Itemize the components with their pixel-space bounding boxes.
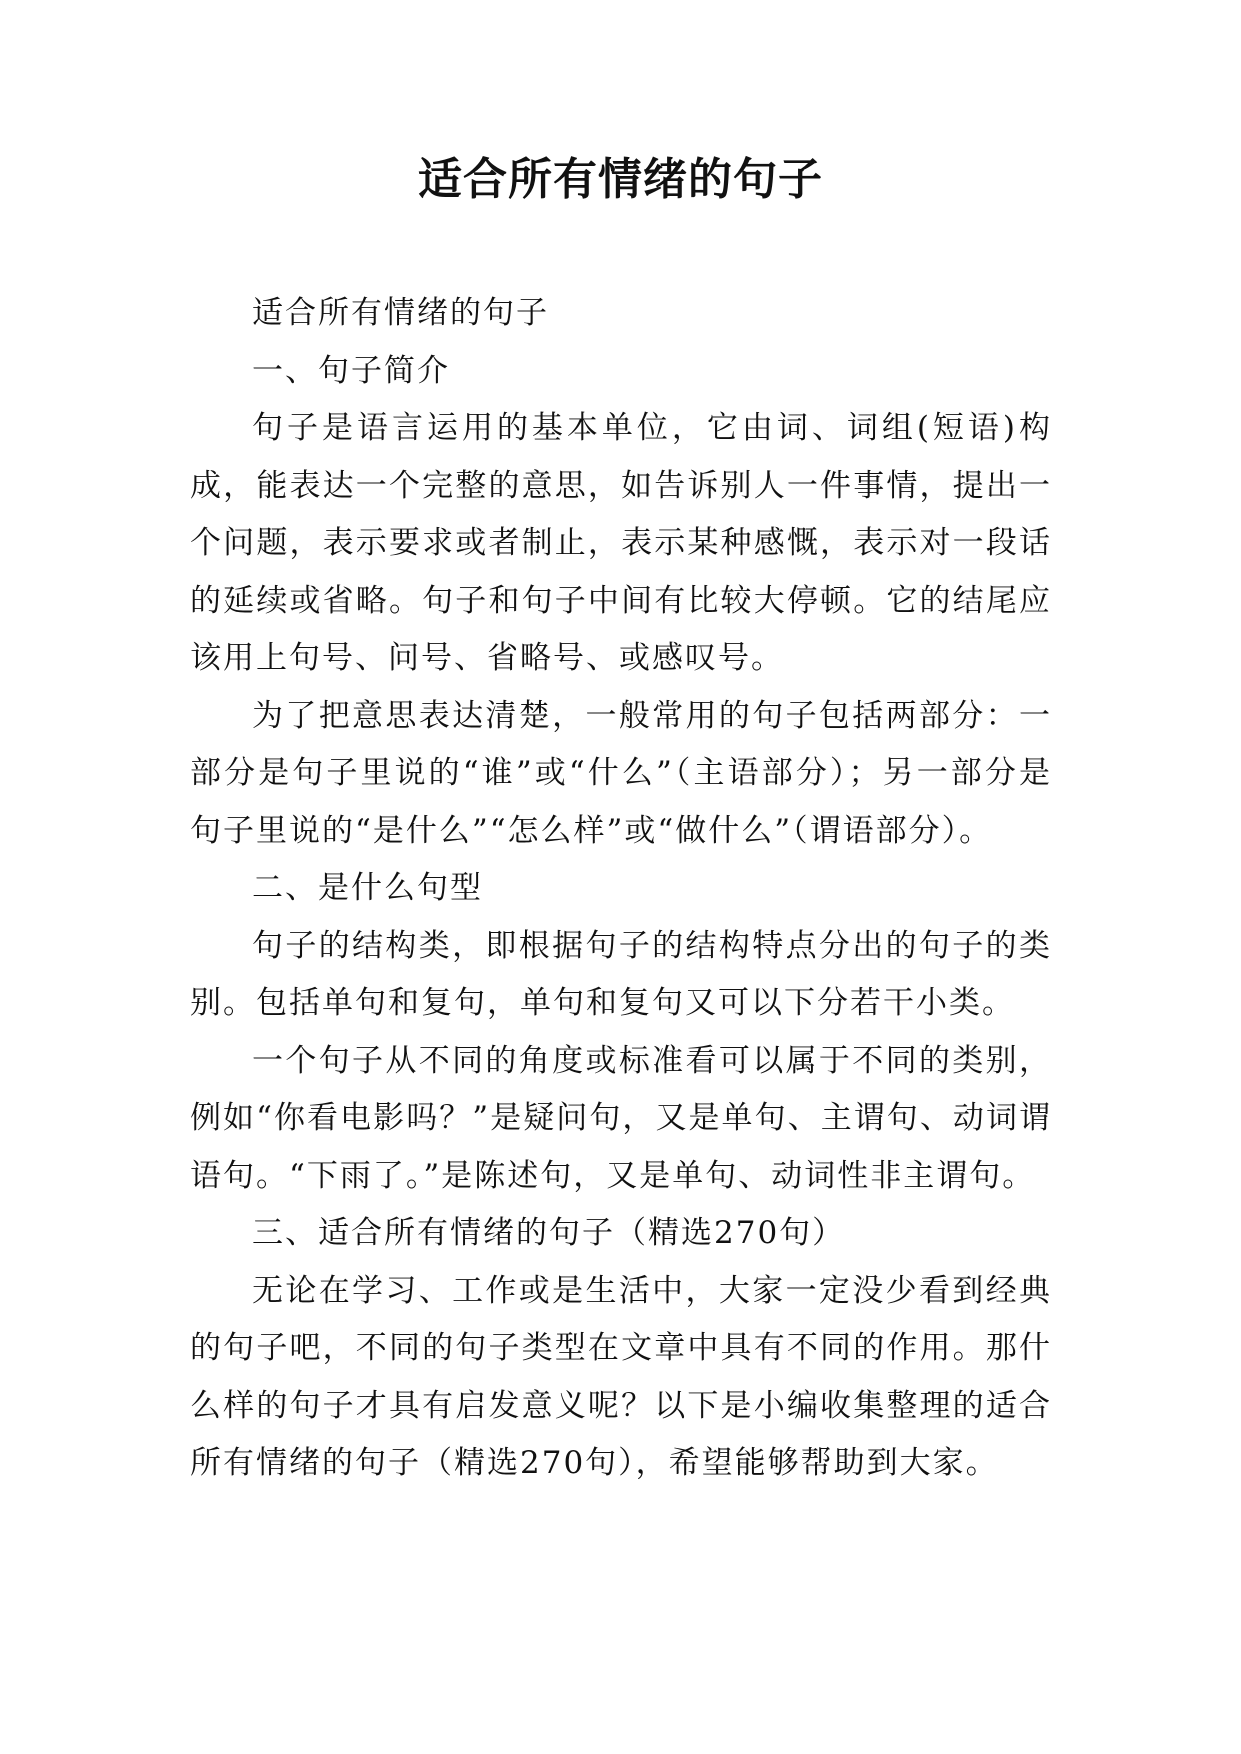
paragraph-classification-example: 一个句子从不同的角度或标准看可以属于不同的类别，例如“你看电影吗？”是疑问句，又是单句、主谓句、动词谓语句。“下雨了。”是陈述句，又是单句、动词性非主谓句。 [190,1042,1052,1194]
section-heading-sentence-types: 二、是什么句型 [252,870,483,906]
paragraph-collection-intro: 无论在学习、工作或是生活中，大家一定没少看到经典的句子吧，不同的句子类型在文章中具有不同的作用。那什么样的句子才具有启发意义呢？以下是小编收集整理的适合所有情绪的句子（精选270句），希望能够帮助到大家。 [190,1272,1052,1481]
paragraph-sentence-definition: 句子是语言运用的基本单位，它由词、词组(短语)构成，能表达一个完整的意思，如告诉别人一件事情，提出一个问题，表示要求或者制止，表示某种感慨，表示对一段话的延续或省略。句子和句子中间有比较大停顿。它的结尾应该用上句号、问号、省略号、或感叹号。 [190,410,1052,676]
document-body [190,285,1052,1493]
section-heading-intro: 一、句子简介 [252,352,450,389]
paragraph-structure-types: 句子的结构类，即根据句子的结构特点分出的句子的类别。包括单句和复句，单句和复句又可以下分若干小类。 [190,927,1052,1021]
section-heading-selected-sentences: 三、适合所有情绪的句子（精选270句） [252,1215,846,1251]
paragraph-sentence-parts: 为了把意思表达清楚，一般常用的句子包括两部分：一部分是句子里说的“谁”或“什么”（主语部分）；另一部分是句子里说的“是什么”“怎么样”或“做什么”（谓语部分）。 [190,697,1052,849]
document-title: 适合所有情绪的句子 [418,154,823,205]
paragraph-subtitle: 适合所有情绪的句子 [252,295,549,331]
